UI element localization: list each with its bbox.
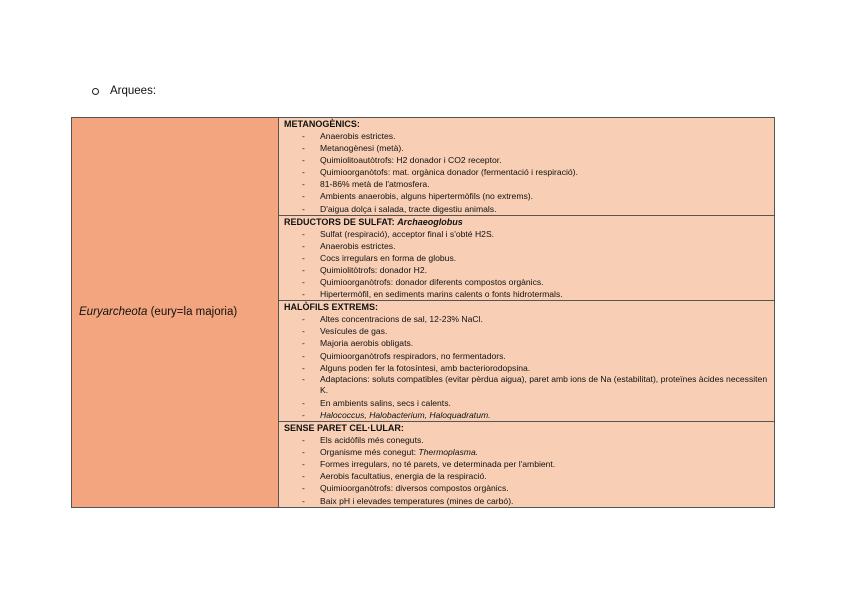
list-item: - Anaerobis estrictes. — [284, 240, 770, 252]
list-item: - Aerobis facultatius, energia de la respiració. — [284, 470, 770, 482]
list-item: - Formes irregulars, no té parets, ve determinada per l'ambient. — [284, 458, 770, 470]
list-item: - Metanogènesi (metà). — [284, 142, 770, 154]
list-item: - Quimioorganòtrofs: diversos compostos orgànics. — [284, 482, 770, 494]
list-item: - 81-86% metà de l'atmosfera. — [284, 178, 770, 190]
heading-text: Arquees: — [110, 85, 157, 97]
group-name-rest: (eury=la majoria) — [147, 306, 238, 319]
list-item: - Ambients anaerobis, alguns hipertermòfils (no extrems). — [284, 190, 770, 202]
list-item: - Adaptacions: soluts compatibles (evitar pèrdua aigua), paret amb ions de Na (estabilitat), proteïnes àcides necessiten K. — [284, 374, 770, 397]
group-name-cell — [72, 118, 279, 508]
list-item: - Els acidòfils més coneguts. — [284, 434, 770, 446]
list-item: - Halococcus, Halobacterium, Haloquadratum. — [284, 409, 770, 421]
section-title: REDUCTORS DE SULFAT: Archaeoglobus — [284, 216, 463, 227]
list-item: - Alguns poden fer la fotosíntesi, amb bacteriorodopsina. — [284, 362, 770, 374]
list-item: - Baix pH i elevades temperatures (mines de carbó). — [284, 495, 770, 507]
circle-bullet-icon — [92, 88, 99, 95]
list-item: - Hipertermòfil, en sediments marins calents o fonts hidrotermals. — [284, 288, 770, 300]
list-item: - Altes concentracions de sal, 12-23% NaCl. — [284, 313, 770, 325]
section-no-cell-wall — [279, 422, 775, 508]
list-item: - Sulfat (respiració), acceptor final i s'obté H2S. — [284, 228, 770, 240]
heading-bullet-line — [92, 85, 156, 97]
organism-name: Thermoplasma. — [418, 447, 479, 458]
section-title: SENSE PARET CEL·LULAR: — [284, 423, 404, 434]
section-title: METANOGÈNICS: — [284, 119, 360, 129]
section-title: HALÒFILS EXTREMS: — [284, 302, 378, 313]
section-sulfate-reducers — [279, 215, 775, 301]
list-item: - Organisme més conegut: Thermoplasma. — [284, 446, 770, 458]
list-item: - Quimiolitoautòtrofs: H2 donador i CO2 receptor. — [284, 154, 770, 166]
section-title-genus: Archaeoglobus — [397, 216, 463, 227]
list-item: - Majoria aerobis obligats. — [284, 337, 770, 349]
classification-table — [71, 117, 775, 508]
list-item: - D'aigua dolça i salada, tracte digestiu animals. — [284, 203, 770, 215]
section-metanogenics — [279, 118, 775, 216]
list-item: - Anaerobis estrictes. — [284, 130, 770, 142]
list-item: - Quimiolitòtrofs: donador H2. — [284, 264, 770, 276]
list-item: - En ambients salins, secs i calents. — [284, 397, 770, 409]
list-item: - Vesícules de gas. — [284, 325, 770, 337]
group-name-italic: Euryarcheota — [79, 306, 148, 319]
section-extreme-halophiles — [279, 301, 775, 422]
list-item: - Quimioorganòtofs: mat. orgànica donador (fermentació i respiració). — [284, 166, 770, 178]
list-item: - Cocs irregulars en forma de globus. — [284, 252, 770, 264]
list-item: - Quimioorganòtrofs: donador diferents compostos orgànics. — [284, 276, 770, 288]
list-item: - Quimioorganòtrofs respiradors, no fermentadors. — [284, 350, 770, 362]
